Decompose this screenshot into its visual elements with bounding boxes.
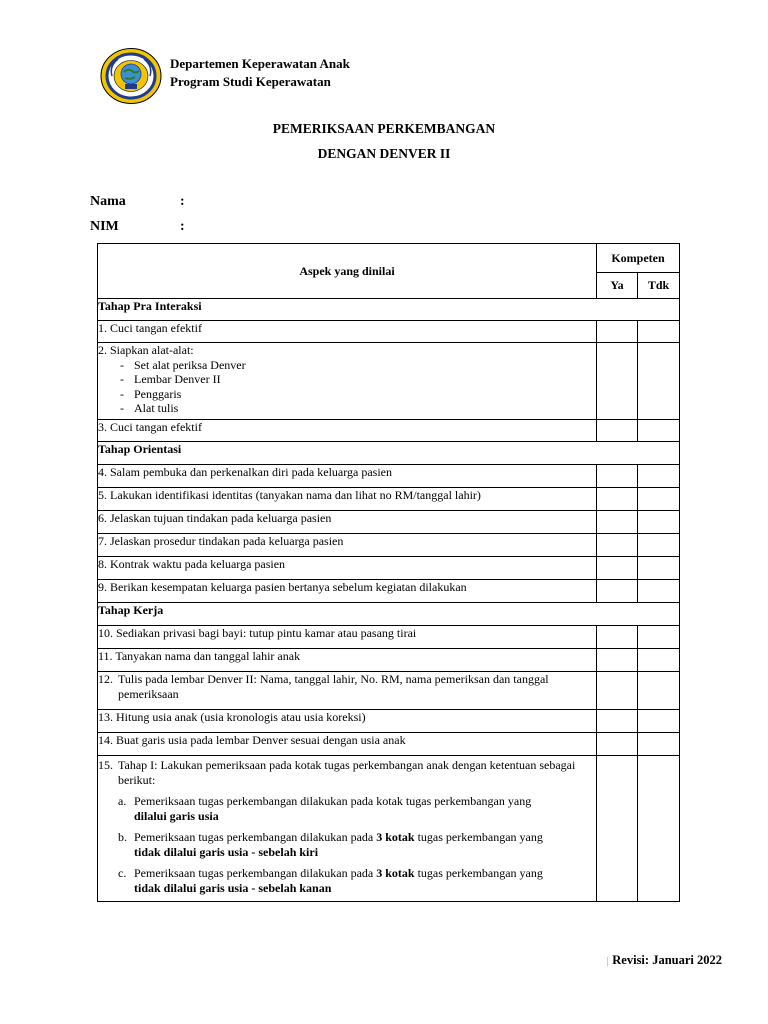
item-text: 1. Cuci tangan efektif [98, 321, 597, 343]
item-text: 8. Kontrak waktu pada keluarga pasien [98, 557, 597, 580]
table-row [98, 488, 680, 511]
nim-label: NIM [90, 219, 119, 234]
ya-cell[interactable] [597, 534, 638, 557]
ya-header: Ya [597, 273, 638, 299]
item-text: 11. Tanyakan nama dan tanggal lahir anak [98, 649, 597, 672]
sub-item-b: b. Pemeriksaan tugas perkembangan dilakukan pada 3 kotak tugas perkembangan yang tidak dilalui garis usia - sebelah kiri [118, 830, 543, 859]
table-row [98, 343, 680, 420]
item-15-text: Tahap I: Lakukan pemeriksaan pada kotak tugas perkembangan anak dengan ketentuan sebagai berikut: [118, 758, 576, 787]
tdk-cell[interactable] [638, 580, 680, 603]
list-item: - Penggaris [120, 386, 182, 401]
tdk-cell[interactable] [638, 710, 680, 733]
item-text: 4. Salam pembuka dan perkenalkan diri pada keluarga pasien [98, 465, 597, 488]
table-row [98, 756, 680, 902]
list-item: - Alat tulis [120, 401, 179, 415]
ya-cell[interactable] [597, 511, 638, 534]
ya-cell[interactable] [597, 672, 638, 710]
list-item: - Set alat periksa Denver [120, 357, 246, 372]
table-row [98, 534, 680, 557]
item-text: 7. Jelaskan prosedur tindakan pada keluarga pasien [98, 534, 597, 557]
ya-cell[interactable] [597, 756, 638, 902]
item-text: 13. Hitung usia anak (usia kronologis atau usia koreksi) [98, 710, 597, 733]
item-number: 15. [98, 758, 113, 772]
department-name: Departemen Keperawatan Anak [170, 56, 350, 71]
evaluation-table [97, 243, 680, 902]
table-row [98, 733, 680, 756]
ya-cell[interactable] [597, 649, 638, 672]
item-text: 5. Lakukan identifikasi identitas (tanyakan nama dan lihat no RM/tanggal lahir) [98, 488, 597, 511]
table-row [98, 321, 680, 343]
table-row [98, 465, 680, 488]
footer-separator: | [606, 956, 609, 967]
item-12-text: Tulis pada lembar Denver II: Nama, tanggal lahir, No. RM, nama pemeriksan dan tanggal pemeriksaan [118, 672, 549, 701]
table-row [98, 511, 680, 534]
item-text [98, 756, 597, 902]
ya-cell[interactable] [597, 733, 638, 756]
tdk-cell[interactable] [638, 343, 680, 420]
table-row [98, 649, 680, 672]
tdk-cell[interactable] [638, 733, 680, 756]
tools-list [98, 358, 596, 416]
tdk-cell[interactable] [638, 557, 680, 580]
section-row [98, 442, 680, 465]
sub-item-a: a. Pemeriksaan tugas perkembangan dilakukan pada kotak tugas perkembangan yang dilalui garis usia [118, 794, 532, 823]
table-row [98, 580, 680, 603]
nama-colon: : [180, 194, 185, 209]
tdk-header: Tdk [638, 273, 680, 299]
sub-item-c: c. Pemeriksaan tugas perkembangan dilakukan pada 3 kotak tugas perkembangan yang tidak dilalui garis usia - sebelah kanan [118, 866, 543, 895]
ya-cell[interactable] [597, 710, 638, 733]
table-row [98, 626, 680, 649]
section-row [98, 299, 680, 321]
item-text: 9. Berikan kesempatan keluarga pasien bertanya sebelum kegiatan dilakukan [98, 580, 597, 603]
table-row [98, 420, 680, 442]
item-text: 6. Jelaskan tujuan tindakan pada keluarga pasien [98, 511, 597, 534]
ya-cell[interactable] [597, 321, 638, 343]
tdk-cell[interactable] [638, 756, 680, 902]
tdk-cell[interactable] [638, 511, 680, 534]
section-orientasi: Tahap Orientasi [98, 442, 680, 465]
section-pra-interaksi: Tahap Pra Interaksi [98, 299, 680, 321]
nim-row [90, 219, 185, 235]
item-text: 3. Cuci tangan efektif [98, 420, 597, 442]
item-number: 12. [98, 672, 113, 686]
item-2-label: 2. Siapkan alat-alat: [98, 343, 194, 357]
ya-cell[interactable] [597, 626, 638, 649]
revision-footer [606, 953, 722, 968]
tdk-cell[interactable] [638, 321, 680, 343]
item-text: 14. Buat garis usia pada lembar Denver sesuai dengan usia anak [98, 733, 597, 756]
tdk-cell[interactable] [638, 465, 680, 488]
tdk-cell[interactable] [638, 420, 680, 442]
tdk-cell[interactable] [638, 626, 680, 649]
table-row [98, 710, 680, 733]
kompeten-header: Kompeten [597, 244, 680, 273]
ya-cell[interactable] [597, 557, 638, 580]
section-row [98, 603, 680, 626]
ya-cell[interactable] [597, 465, 638, 488]
ya-cell[interactable] [597, 343, 638, 420]
tdk-cell[interactable] [638, 672, 680, 710]
aspek-header: Aspek yang dinilai [98, 244, 597, 299]
revision-text: Revisi: Januari 2022 [612, 953, 722, 967]
item-text: 10. Sediakan privasi bagi bayi: tutup pintu kamar atau pasang tirai [98, 626, 597, 649]
list-item: - Lembar Denver II [120, 372, 221, 386]
table-row [98, 557, 680, 580]
item-text [98, 343, 597, 420]
nama-row [90, 194, 185, 210]
ya-cell[interactable] [597, 420, 638, 442]
nim-colon: : [180, 219, 185, 234]
tdk-cell[interactable] [638, 649, 680, 672]
institution-logo [100, 47, 162, 105]
tdk-cell[interactable] [638, 488, 680, 511]
program-name: Program Studi Keperawatan [170, 74, 331, 89]
ya-cell[interactable] [597, 488, 638, 511]
table-row [98, 672, 680, 710]
tdk-cell[interactable] [638, 534, 680, 557]
doc-title-line2: DENGAN DENVER II [317, 146, 451, 161]
doc-title-line1: PEMERIKSAAN PERKEMBANGAN [272, 121, 496, 136]
document-header [170, 55, 350, 91]
section-kerja: Tahap Kerja [98, 603, 680, 626]
ya-cell[interactable] [597, 580, 638, 603]
nama-label: Nama [90, 194, 126, 209]
item-text [98, 672, 597, 710]
